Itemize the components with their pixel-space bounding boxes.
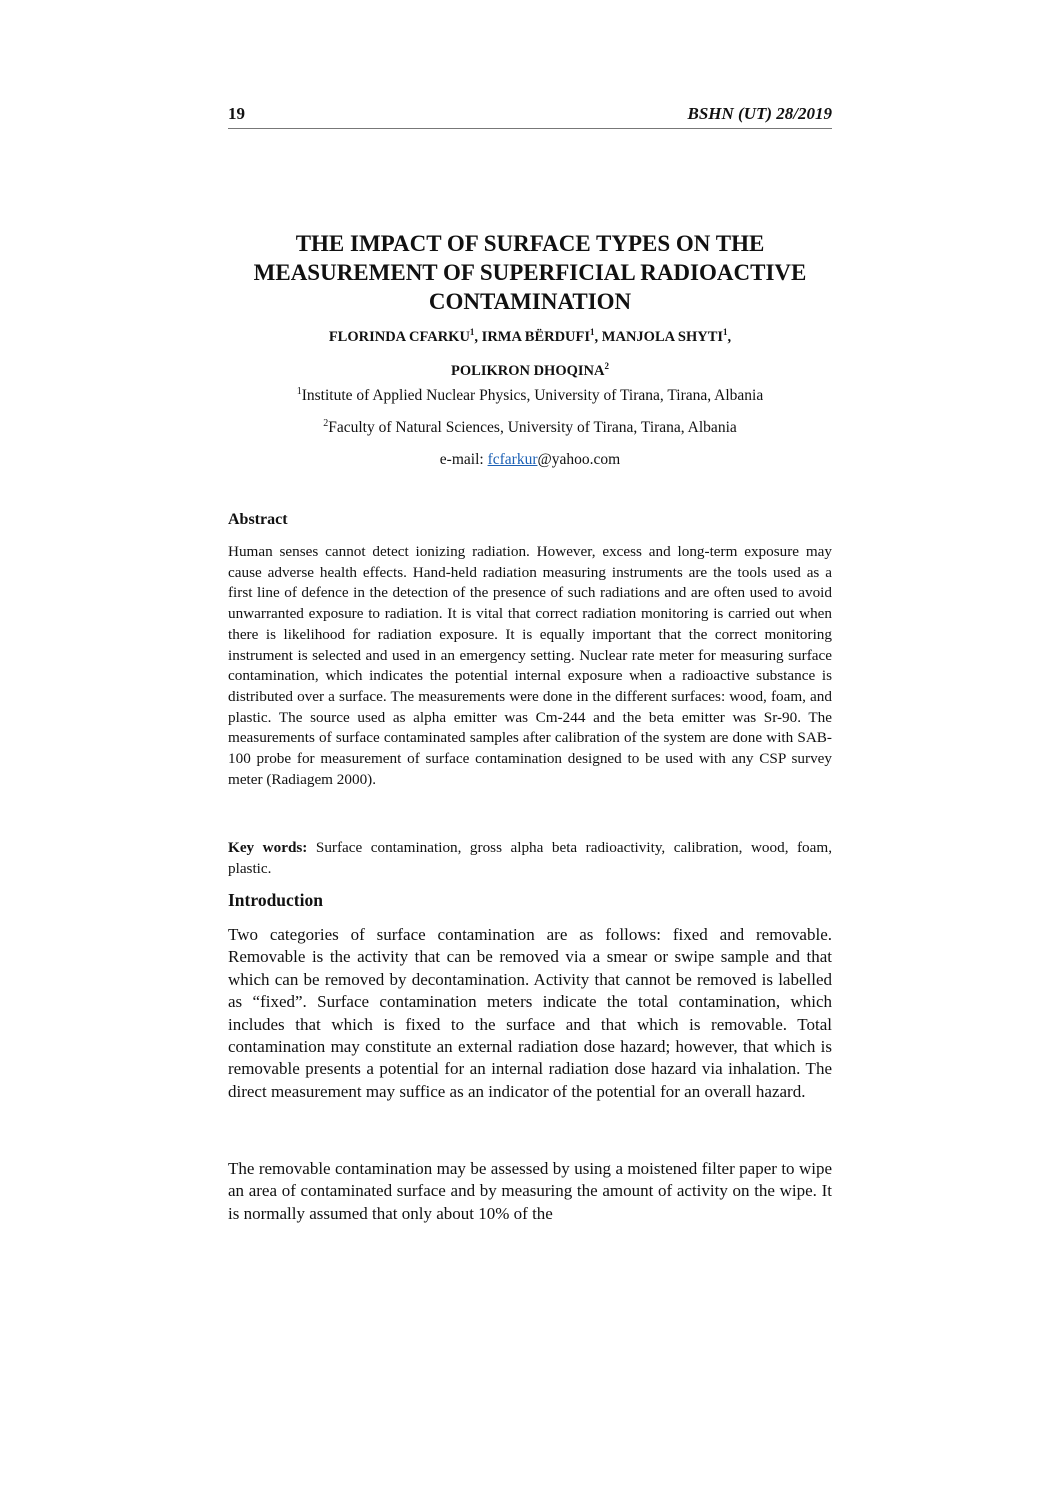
affiliation-mark: 2 <box>323 417 329 429</box>
keywords-text: Surface contamination, gross alpha beta radioactivity, calibration, wood, foam, plastic. <box>228 839 832 877</box>
author-affiliation-mark: 2 <box>604 361 609 372</box>
journal-name: BSHN (UT) 28/2019 <box>687 104 832 123</box>
page-number: 19 <box>228 104 245 123</box>
paper-title <box>228 229 832 316</box>
title-line: THE IMPACT OF SURFACE TYPES ON THE <box>295 231 765 256</box>
author-affiliation-mark: 1 <box>723 327 728 338</box>
affiliation-text: Faculty of Natural Sciences, University of Tirana, Tirana, Albania <box>328 419 737 436</box>
author-name: POLIKRON DHOQINA <box>451 363 605 379</box>
introduction-heading: Introduction <box>228 890 323 910</box>
affiliation-2 <box>228 418 832 438</box>
introduction-paragraph: Two categories of surface contamination are as follows: fixed and removable. Removable is the activity that can be removed via a smear or swipe sample and that which can be removed by decontamination. Activity that cannot be removed is labelled as “fixed”. Surface contamination meters indicate the total contamination, which includes that which is fixed to the surface and that which is removable. Total contamination may constitute an external radiation dose hazard; however, that which is removable presents a potential for an internal radiation dose hazard via inhalation. The direct measurement may suffice as an indicator of the potential for an overall hazard. <box>228 925 832 1101</box>
title-line: MEASUREMENT OF SUPERFICIAL RADIOACTIVE <box>253 260 807 285</box>
email-domain: @yahoo.com <box>537 451 621 468</box>
title-line: CONTAMINATION <box>428 289 632 314</box>
author-list: FLORINDA CFARKU$^1$, IRMA BËRDUFI$^1$, MANJOLA SHYTI$^1$, POLIKRON DHOQINA$^2$ <box>328 327 732 379</box>
abstract-text: Human senses cannot detect ionizing radiation. However, excess and long-term exposure may cause adverse health effects. Hand-held radiation measuring instruments are the tools used as a first line of defence in the detection of the presence of such radiations and are often used to avoid unwarranted exposure to radiation. It is vital that correct radiation monitoring is carried out when there is likelihood for radiation exposure. It is equally important that the correct monitoring instrument is selected and used in an emergency setting. Nuclear rate meter for measuring surface contamination, which indicates the potential internal exposure when a radioactive substance is distributed over a surface. The measurements were done in the different surfaces: wood, foam, and plastic. The source used as alpha emitter was Cm-244 and the beta emitter was Sr-90. The measurements of surface contaminated samples after calibration of the system are done with SAB-100 probe for measurement of surface contamination designed to be used with any CSP survey meter (Radiagem 2000). <box>228 543 832 788</box>
affiliation-mark: 1 <box>296 385 302 397</box>
author-affiliation-mark: 1 <box>590 327 595 338</box>
affiliation-1 <box>228 386 832 406</box>
email-line <box>228 450 832 470</box>
author-name: IRMA BËRDUFI <box>481 329 591 345</box>
keywords <box>228 838 832 879</box>
abstract-heading: Abstract <box>228 511 288 528</box>
introduction-paragraph: The removable contamination may be assessed by using a moistened filter paper to wipe an area of contaminated surface and by measuring the amount of activity on the wipe. It is normally assumed that only about 10% of the <box>228 1159 832 1223</box>
affiliation-text: Institute of Applied Nuclear Physics, University of Tirana, Tirana, Albania <box>301 387 764 404</box>
author-affiliation-mark: 1 <box>469 327 475 338</box>
email-link[interactable]: fcfarkur <box>487 451 538 468</box>
author-name: FLORINDA CFARKU <box>328 329 470 345</box>
email-label: e-mail: <box>439 451 488 468</box>
running-header <box>228 104 832 129</box>
keywords-label: Key words: <box>228 839 308 856</box>
author-name: MANJOLA SHYTI <box>601 329 724 345</box>
